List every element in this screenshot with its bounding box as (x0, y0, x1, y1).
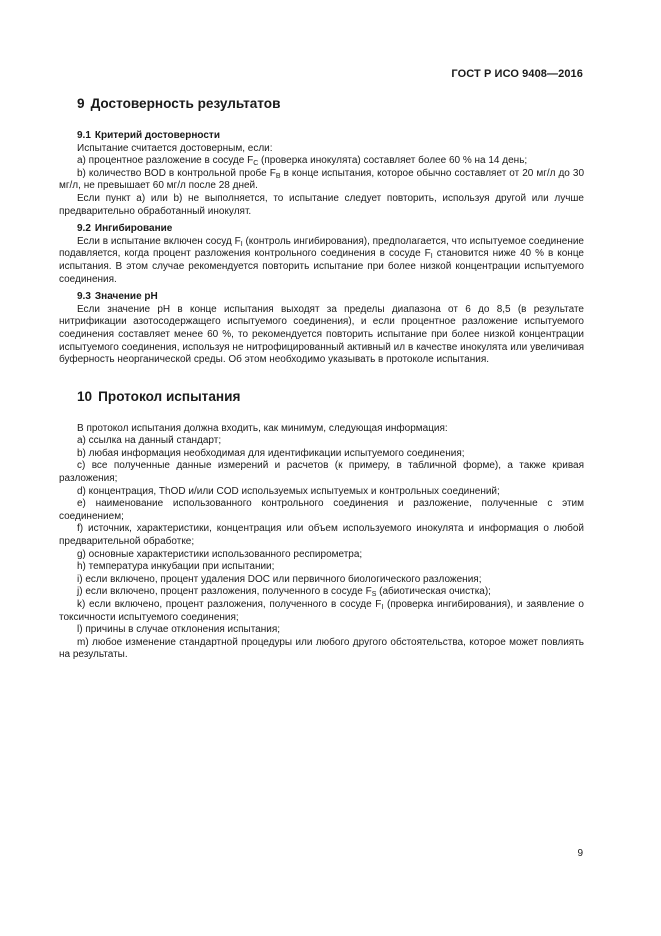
report-item-f: f) источник, характеристики, концентрация или объем используемого инокулята и информация о любой предварительной обработке; (59, 523, 584, 548)
section-10-number: 10 (77, 388, 93, 404)
section-9-heading (77, 95, 584, 113)
ph-paragraph: Если значение pH в конце испытания выходят за пределы диапазона от 6 до 8,5 (в результате нитрификации азотосодержащего испытуемого соединения), и если процентное разложение испытуемого соединения составляет менее 60 %, то рекомендуется повторить испытание при более низкой концентрации испытуемого соединения, используя не нитрофицированный активный ил в качестве инокулята или увеличивая буферность неорганической среды. Об этом необходимо указывать в протоколе испытания. (59, 303, 584, 366)
report-item-g: g) основные характеристики использованного респирометра; (77, 548, 363, 560)
report-item-b: b) любая информация необходимая для идентификации испытуемого соединения; (77, 447, 465, 459)
section-9-3-number: 9.3 (77, 291, 91, 303)
section-9-3-title: Значение pH (94, 291, 158, 303)
document-standard-header: ГОСТ Р ИСО 9408—2016 (451, 68, 583, 80)
section-9-1-heading (77, 130, 584, 143)
criterion-item-a: а) процентное разложение в сосуде $F_C$ (проверка инокулята) составляет более 60 % на 14 день; (77, 155, 528, 168)
page-number: 9 (577, 848, 583, 859)
inhibition-paragraph: Если в испытание включен сосуд $F_I$ (контроль ингибирования), предполагается, что испытуемое соединение подавляется, когда процент разложения контрольного соединения в сосуде $F_I$ становится ниже 40 % в конце испытания. В этом случае рекомендуется повторить испытание при более низкой концентрации испытуемого соединения. (59, 235, 584, 285)
section-9-2-title: Ингибирование (94, 223, 173, 235)
page-content (59, 92, 584, 662)
section-9-1-title: Критерий достоверности (94, 130, 220, 141)
section-9-3-heading (77, 291, 584, 304)
section-10-heading (77, 388, 584, 406)
section-9-1-number: 9.1 (77, 130, 91, 141)
report-item-k: k) если включено, процент разложения, полученного в сосуде $F_I$ (проверка ингибирования), и заявление о токсичности испытуемого соединения; (59, 599, 584, 623)
section-10-title: Протокол испытания (98, 388, 241, 404)
section-9-2-number: 9.2 (77, 223, 91, 235)
report-item-d: d) концентрация, ThOD и/или COD используемых испытуемых и контрольных соединений; (77, 485, 500, 497)
criterion-note: Если пункт а) или b) не выполняется, то испытание следует повторить, используя другой или лучше предварительно обработанный инокулят. (59, 192, 584, 217)
report-item-m: m) любое изменение стандартной процедуры или любого другого обстоятельства, которое может повлиять на результаты. (59, 636, 584, 661)
section-9-1-intro: Испытание считается достоверным, если: (77, 142, 273, 154)
section-9-2-heading (77, 223, 584, 236)
report-item-e: e) наименование использованного контрольного соединения и разложение, полученные с этим соединением; (59, 498, 584, 522)
report-item-h: h) температура инкубации при испытании; (77, 561, 275, 573)
report-item-j: j) если включено, процент разложения, полученного в сосуде $F_S$ (абиотическая очистка); (77, 586, 491, 599)
report-item-a: а) ссылка на данный стандарт; (77, 435, 222, 447)
report-item-i: i) если включено, процент удаления DOC или первичного биологического разложения; (77, 573, 482, 585)
criterion-item-b: b) количество BOD в контрольной пробе $F_B$ в конце испытания, которое обычно составляет от 20 мг/л до 30 мг/л, не превышает 60 мг/л после 28 дней. (59, 167, 584, 192)
report-intro: В протокол испытания должна входить, как минимум, следующая информация: (77, 422, 448, 434)
section-9-title: Достоверность результатов (90, 96, 281, 111)
section-9-number: 9 (77, 96, 85, 111)
report-item-l: l) причины в случае отклонения испытания; (77, 624, 281, 636)
report-item-c: c) все полученные данные измерений и расчетов (к примеру, в табличной форме), а также кривая разложения; (59, 460, 584, 485)
